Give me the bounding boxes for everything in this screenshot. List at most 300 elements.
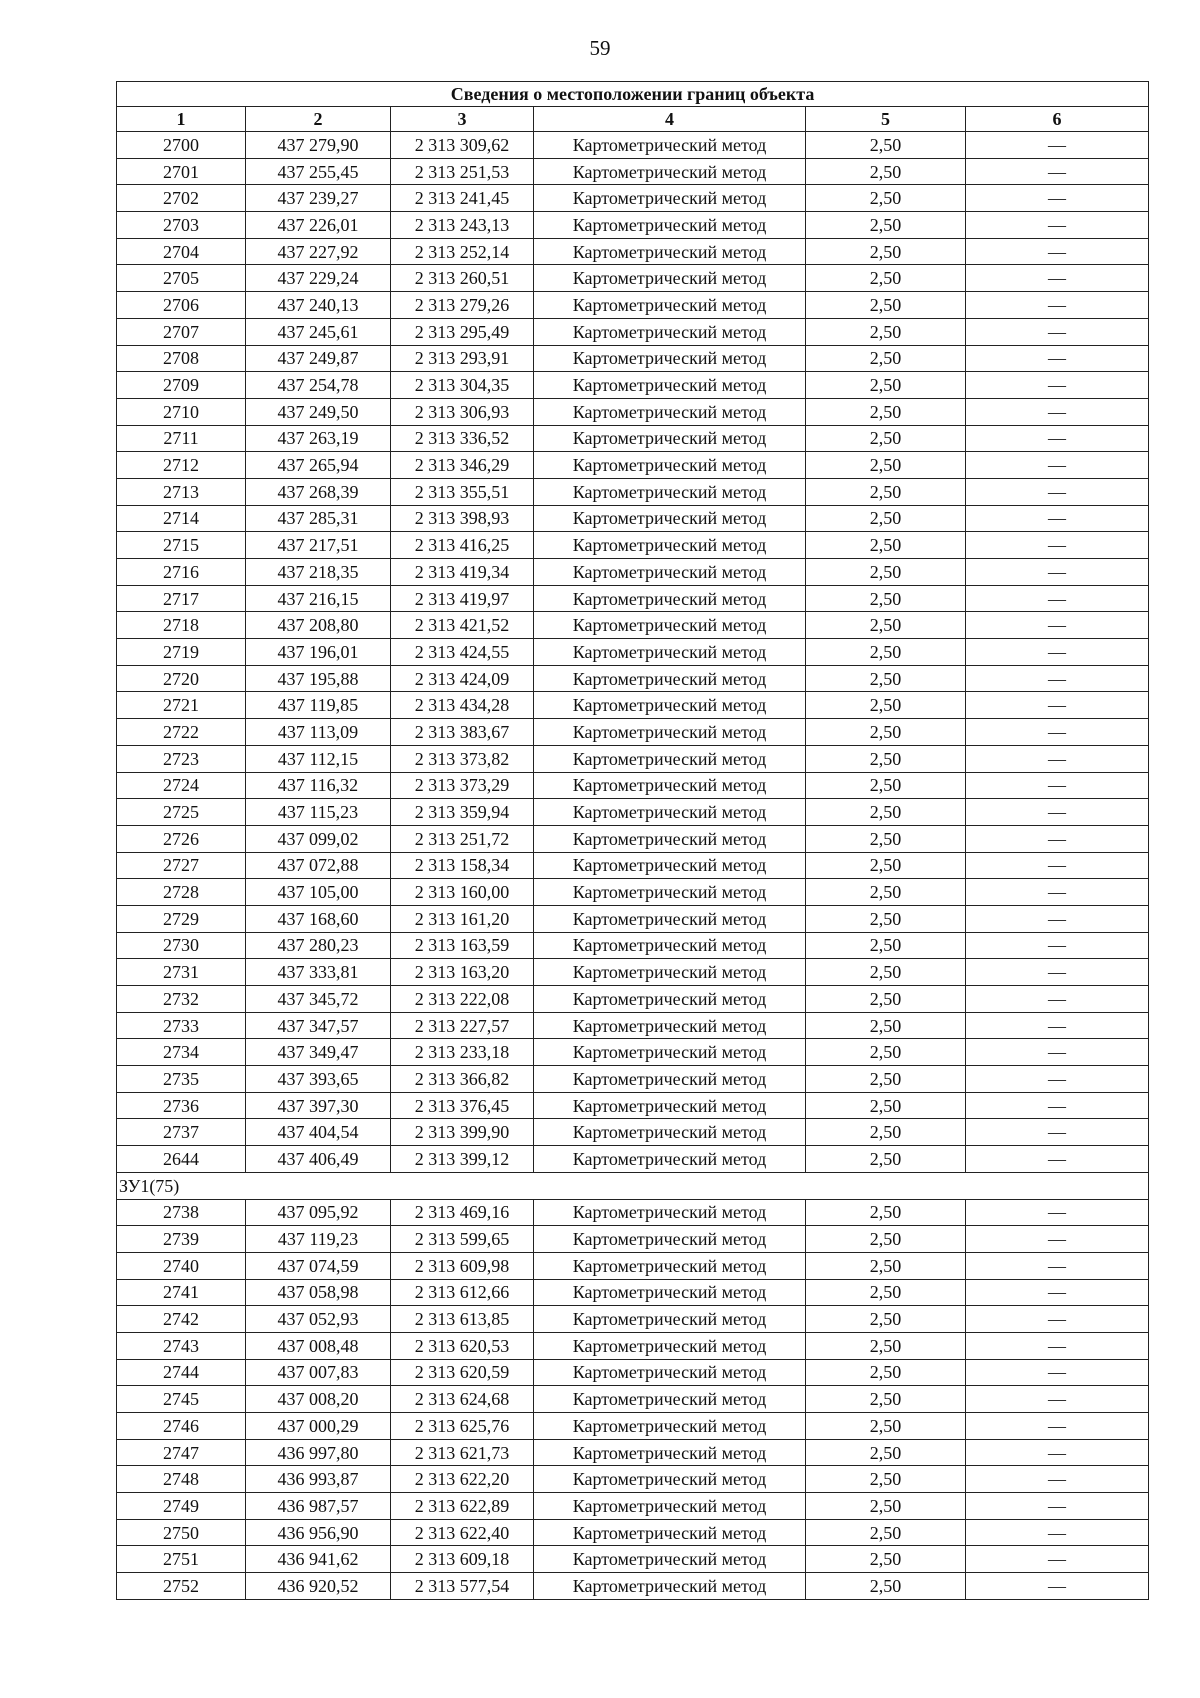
table-cell: — [966, 1519, 1149, 1546]
table-cell: 437 249,87 [246, 345, 391, 372]
table-cell: 2,50 [806, 612, 966, 639]
table-cell: 2,50 [806, 1012, 966, 1039]
table-cell: 437 008,48 [246, 1332, 391, 1359]
table-cell: 2,50 [806, 1092, 966, 1119]
table-cell: Картометрический метод [534, 1546, 806, 1573]
table-cell: 2,50 [806, 478, 966, 505]
table-cell: 2738 [117, 1199, 246, 1226]
table-cell: — [966, 1386, 1149, 1413]
table-cell: 2704 [117, 238, 246, 265]
table-cell: 2707 [117, 318, 246, 345]
table-row [117, 825, 1149, 852]
table-cell: 2733 [117, 1012, 246, 1039]
table-cell: 2 313 304,35 [391, 372, 534, 399]
table-cell: 2,50 [806, 986, 966, 1013]
table-cell: — [966, 745, 1149, 772]
table-cell: 437 072,88 [246, 852, 391, 879]
table-cell: 2 313 399,12 [391, 1146, 534, 1173]
table-cell: — [966, 559, 1149, 586]
table-cell: Картометрический метод [534, 559, 806, 586]
table-cell: Картометрический метод [534, 639, 806, 666]
table-cell: 2 313 599,65 [391, 1226, 534, 1253]
table-cell: 2 313 227,57 [391, 1012, 534, 1039]
table-cell: 2,50 [806, 1146, 966, 1173]
table-row [117, 265, 1149, 292]
table-cell: 2,50 [806, 1573, 966, 1600]
table-cell: 437 105,00 [246, 879, 391, 906]
table-cell: Картометрический метод [534, 238, 806, 265]
table-cell: — [966, 212, 1149, 239]
table-cell: 2,50 [806, 1226, 966, 1253]
table-cell: 2722 [117, 719, 246, 746]
table-cell: 2 313 424,09 [391, 665, 534, 692]
table-cell: 437 113,09 [246, 719, 391, 746]
table-cell: — [966, 639, 1149, 666]
table-row [117, 318, 1149, 345]
table-cell: 2 313 366,82 [391, 1066, 534, 1093]
table-cell: Картометрический метод [534, 986, 806, 1013]
table-cell: 2,50 [806, 692, 966, 719]
table-cell: — [966, 292, 1149, 319]
table-cell: — [966, 265, 1149, 292]
table-cell: 437 345,72 [246, 986, 391, 1013]
table-cell: 2 313 222,08 [391, 986, 534, 1013]
table-cell: 2730 [117, 932, 246, 959]
table-row [117, 559, 1149, 586]
table-row [117, 132, 1149, 159]
table-cell: 2,50 [806, 1066, 966, 1093]
table-cell: 437 218,35 [246, 559, 391, 586]
table-cell: — [966, 185, 1149, 212]
table-row [117, 1012, 1149, 1039]
table-cell: — [966, 1092, 1149, 1119]
table-cell: 2708 [117, 345, 246, 372]
table-row [117, 772, 1149, 799]
table-cell: Картометрический метод [534, 185, 806, 212]
table-cell: 2,50 [806, 1439, 966, 1466]
table-cell: Картометрический метод [534, 1573, 806, 1600]
table-cell: 2713 [117, 478, 246, 505]
column-header: 2 [246, 107, 391, 132]
table-cell: Картометрический метод [534, 772, 806, 799]
table-cell: 2742 [117, 1306, 246, 1333]
table-cell: Картометрический метод [534, 1359, 806, 1386]
table-cell: 2,50 [806, 372, 966, 399]
table-cell: 2,50 [806, 639, 966, 666]
table-cell: 2,50 [806, 1332, 966, 1359]
column-header: 3 [391, 107, 534, 132]
table-cell: 2709 [117, 372, 246, 399]
table-row [117, 639, 1149, 666]
table-cell: Картометрический метод [534, 425, 806, 452]
table-cell: 437 119,23 [246, 1226, 391, 1253]
table-cell: 437 249,50 [246, 398, 391, 425]
table-cell: Картометрический метод [534, 1519, 806, 1546]
table-cell: Картометрический метод [534, 1466, 806, 1493]
table-row [117, 1092, 1149, 1119]
table-cell: 437 263,19 [246, 425, 391, 452]
table-cell: Картометрический метод [534, 265, 806, 292]
table-cell: 437 240,13 [246, 292, 391, 319]
table-cell: 2,50 [806, 345, 966, 372]
table-cell: 2,50 [806, 585, 966, 612]
table-cell: 2,50 [806, 799, 966, 826]
table-row [117, 1146, 1149, 1173]
table-cell: — [966, 372, 1149, 399]
table-cell: Картометрический метод [534, 905, 806, 932]
table-cell: 2 313 399,90 [391, 1119, 534, 1146]
table-cell: 437 268,39 [246, 478, 391, 505]
table-cell: 2,50 [806, 212, 966, 239]
table-row [117, 905, 1149, 932]
table-row [117, 1039, 1149, 1066]
table-cell: Картометрический метод [534, 745, 806, 772]
table-cell: — [966, 1359, 1149, 1386]
table-cell: 2 313 434,28 [391, 692, 534, 719]
table-cell: 2 313 336,52 [391, 425, 534, 452]
table-cell: Картометрический метод [534, 799, 806, 826]
table-cell: 2,50 [806, 879, 966, 906]
table-cell: 2,50 [806, 132, 966, 159]
table-cell: 2725 [117, 799, 246, 826]
table-cell: 2 313 625,76 [391, 1413, 534, 1440]
table-cell: 436 941,62 [246, 1546, 391, 1573]
table-cell: 2,50 [806, 398, 966, 425]
table-cell: — [966, 665, 1149, 692]
table-cell: 437 217,51 [246, 532, 391, 559]
table-cell: Картометрический метод [534, 1306, 806, 1333]
table-cell: 2,50 [806, 238, 966, 265]
table-cell: 2644 [117, 1146, 246, 1173]
table-cell: 2 313 163,59 [391, 932, 534, 959]
table-cell: — [966, 1146, 1149, 1173]
table-cell: 2 313 376,45 [391, 1092, 534, 1119]
table-cell: 2 313 419,34 [391, 559, 534, 586]
table-cell: 2 313 622,40 [391, 1519, 534, 1546]
table-cell: 2732 [117, 986, 246, 1013]
table-cell: Картометрический метод [534, 158, 806, 185]
table-cell: 437 333,81 [246, 959, 391, 986]
table-cell: 436 993,87 [246, 1466, 391, 1493]
table-cell: 2 313 252,14 [391, 238, 534, 265]
table-cell: Картометрический метод [534, 959, 806, 986]
table-cell: 2 313 620,53 [391, 1332, 534, 1359]
table-cell: 2 313 416,25 [391, 532, 534, 559]
table-cell: 2 313 373,29 [391, 772, 534, 799]
table-cell: 2,50 [806, 1546, 966, 1573]
section-row [117, 1172, 1149, 1199]
table-cell: Картометрический метод [534, 398, 806, 425]
table-cell: — [966, 505, 1149, 532]
table-cell: Картометрический метод [534, 452, 806, 479]
table-cell: — [966, 425, 1149, 452]
table-cell: Картометрический метод [534, 852, 806, 879]
table-cell: 2 313 293,91 [391, 345, 534, 372]
table-cell: 2 313 251,72 [391, 825, 534, 852]
table-cell: 437 112,15 [246, 745, 391, 772]
column-header: 6 [966, 107, 1149, 132]
table-row [117, 212, 1149, 239]
table-cell: — [966, 452, 1149, 479]
table-cell: 2,50 [806, 292, 966, 319]
table-cell: Картометрический метод [534, 292, 806, 319]
table-cell: 2,50 [806, 932, 966, 959]
table-cell: 436 956,90 [246, 1519, 391, 1546]
table-cell: — [966, 585, 1149, 612]
table-cell: 437 116,32 [246, 772, 391, 799]
table-cell: — [966, 318, 1149, 345]
table-cell: 2,50 [806, 1199, 966, 1226]
table-cell: 2718 [117, 612, 246, 639]
table-cell: 2717 [117, 585, 246, 612]
table-row [117, 1466, 1149, 1493]
table-row [117, 612, 1149, 639]
table-row [117, 692, 1149, 719]
table-cell: 2 313 624,68 [391, 1386, 534, 1413]
table-cell: 2,50 [806, 745, 966, 772]
table-cell: 2 313 469,16 [391, 1199, 534, 1226]
table-cell: — [966, 1252, 1149, 1279]
table-cell: 2 313 158,34 [391, 852, 534, 879]
table-cell: 437 000,29 [246, 1413, 391, 1440]
table-cell: 2 313 241,45 [391, 185, 534, 212]
table-cell: 2735 [117, 1066, 246, 1093]
table-row [117, 719, 1149, 746]
table-cell: 437 007,83 [246, 1359, 391, 1386]
table-row [117, 398, 1149, 425]
table-cell: Картометрический метод [534, 1092, 806, 1119]
table-cell: 437 099,02 [246, 825, 391, 852]
table-cell: — [966, 959, 1149, 986]
table-cell: — [966, 1466, 1149, 1493]
column-header: 5 [806, 107, 966, 132]
table-cell: Картометрический метод [534, 825, 806, 852]
table-cell: 2 313 613,85 [391, 1306, 534, 1333]
table-cell: Картометрический метод [534, 1066, 806, 1093]
table-cell: 2,50 [806, 719, 966, 746]
table-cell: — [966, 1119, 1149, 1146]
table-cell: 2 313 621,73 [391, 1439, 534, 1466]
table-cell: — [966, 932, 1149, 959]
table-cell: 437 280,23 [246, 932, 391, 959]
table-row [117, 158, 1149, 185]
table-cell: 2,50 [806, 452, 966, 479]
table-cell: — [966, 799, 1149, 826]
table-cell: — [966, 1012, 1149, 1039]
table-cell: 2711 [117, 425, 246, 452]
table-cell: 437 239,27 [246, 185, 391, 212]
table-cell: 2739 [117, 1226, 246, 1253]
table-cell: 2 313 421,52 [391, 612, 534, 639]
table-cell: Картометрический метод [534, 932, 806, 959]
table-row [117, 238, 1149, 265]
table-cell: 2,50 [806, 905, 966, 932]
table-cell: 2 313 612,66 [391, 1279, 534, 1306]
table-cell: — [966, 532, 1149, 559]
table-row [117, 745, 1149, 772]
table-cell: 2701 [117, 158, 246, 185]
table-cell: — [966, 1279, 1149, 1306]
table-cell: 2 313 161,20 [391, 905, 534, 932]
table-cell: Картометрический метод [534, 212, 806, 239]
table-cell: 2 313 359,94 [391, 799, 534, 826]
table-cell: 2 313 346,29 [391, 452, 534, 479]
table-cell: Картометрический метод [534, 719, 806, 746]
table-cell: 2,50 [806, 158, 966, 185]
table-cell: 2736 [117, 1092, 246, 1119]
table-cell: 2727 [117, 852, 246, 879]
table-cell: 2,50 [806, 1413, 966, 1440]
table-cell: — [966, 1039, 1149, 1066]
table-cell: 2737 [117, 1119, 246, 1146]
table-row [117, 1493, 1149, 1520]
table-cell: 437 285,31 [246, 505, 391, 532]
table-row [117, 292, 1149, 319]
table-cell: 2,50 [806, 265, 966, 292]
table-cell: Картометрический метод [534, 1146, 806, 1173]
table-cell: 2,50 [806, 1359, 966, 1386]
table-cell: 437 226,01 [246, 212, 391, 239]
table-cell: 2729 [117, 905, 246, 932]
table-cell: 2,50 [806, 1279, 966, 1306]
table-cell: — [966, 238, 1149, 265]
table-body [117, 132, 1149, 1600]
table-cell: 2731 [117, 959, 246, 986]
table-cell: 2728 [117, 879, 246, 906]
table-cell: 2 313 163,20 [391, 959, 534, 986]
table-cell: 2,50 [806, 1119, 966, 1146]
table-cell: 2,50 [806, 1252, 966, 1279]
table-cell: — [966, 398, 1149, 425]
boundary-coordinates-table [116, 81, 1149, 1600]
section-label: ЗУ1(75) [117, 1172, 1149, 1199]
table-row [117, 345, 1149, 372]
table-cell: 2746 [117, 1413, 246, 1440]
table-row [117, 1413, 1149, 1440]
table-cell: 437 008,20 [246, 1386, 391, 1413]
table-cell: Картометрический метод [534, 1226, 806, 1253]
table-cell: — [966, 1306, 1149, 1333]
table-cell: 2 313 620,59 [391, 1359, 534, 1386]
table-cell: 437 229,24 [246, 265, 391, 292]
table-cell: — [966, 345, 1149, 372]
table-cell: 2700 [117, 132, 246, 159]
table-cell: Картометрический метод [534, 318, 806, 345]
table-row [117, 959, 1149, 986]
table-cell: 2705 [117, 265, 246, 292]
table-cell: — [966, 612, 1149, 639]
table-cell: — [966, 905, 1149, 932]
table-caption: Сведения о местоположении границ объекта [117, 82, 1149, 107]
table-cell: Картометрический метод [534, 1386, 806, 1413]
table-row [117, 852, 1149, 879]
table-cell: 2734 [117, 1039, 246, 1066]
table-cell: 2,50 [806, 1386, 966, 1413]
table-cell: 437 168,60 [246, 905, 391, 932]
table-cell: 2,50 [806, 1039, 966, 1066]
table-row [117, 1332, 1149, 1359]
table-cell: — [966, 825, 1149, 852]
table-cell: Картометрический метод [534, 1199, 806, 1226]
table-row [117, 452, 1149, 479]
table-cell: 2 313 355,51 [391, 478, 534, 505]
table-cell: 2 313 233,18 [391, 1039, 534, 1066]
table-cell: 2 313 251,53 [391, 158, 534, 185]
table-cell: 2724 [117, 772, 246, 799]
table-cell: 2,50 [806, 825, 966, 852]
table-cell: 437 227,92 [246, 238, 391, 265]
table-cell: 2703 [117, 212, 246, 239]
table-cell: Картометрический метод [534, 1413, 806, 1440]
table-cell: — [966, 986, 1149, 1013]
table-row [117, 799, 1149, 826]
table-row [117, 1066, 1149, 1093]
table-cell: 2,50 [806, 852, 966, 879]
table-cell: 2747 [117, 1439, 246, 1466]
table-cell: 2712 [117, 452, 246, 479]
table-cell: 437 195,88 [246, 665, 391, 692]
table-cell: 2 313 609,98 [391, 1252, 534, 1279]
table-cell: 2 313 419,97 [391, 585, 534, 612]
table-cell: 437 347,57 [246, 1012, 391, 1039]
table-cell: — [966, 1199, 1149, 1226]
table-row [117, 185, 1149, 212]
table-cell: 2 313 622,89 [391, 1493, 534, 1520]
table-cell: 437 404,54 [246, 1119, 391, 1146]
table-cell: 436 997,80 [246, 1439, 391, 1466]
table-cell: Картометрический метод [534, 692, 806, 719]
table-cell: 2748 [117, 1466, 246, 1493]
table-row [117, 1573, 1149, 1600]
table-cell: 2 313 243,13 [391, 212, 534, 239]
table-cell: — [966, 852, 1149, 879]
page-number: 59 [589, 36, 611, 60]
table-cell: Картометрический метод [534, 1012, 806, 1039]
table-cell: 2 313 309,62 [391, 132, 534, 159]
table-cell: 2714 [117, 505, 246, 532]
table-cell: 2,50 [806, 185, 966, 212]
table-row [117, 585, 1149, 612]
table-cell: 437 095,92 [246, 1199, 391, 1226]
table-cell: 2710 [117, 398, 246, 425]
table-cell: 2750 [117, 1519, 246, 1546]
table-cell: 2,50 [806, 425, 966, 452]
table-cell: — [966, 158, 1149, 185]
table-cell: Картометрический метод [534, 1493, 806, 1520]
table-cell: — [966, 478, 1149, 505]
table-cell: Картометрический метод [534, 478, 806, 505]
table-cell: Картометрический метод [534, 372, 806, 399]
table-cell: 2 313 373,82 [391, 745, 534, 772]
table-cell: Картометрический метод [534, 879, 806, 906]
table-cell: 2 313 424,55 [391, 639, 534, 666]
table-cell: 437 279,90 [246, 132, 391, 159]
table-cell: 2 313 279,26 [391, 292, 534, 319]
table-cell: — [966, 719, 1149, 746]
table-row [117, 1226, 1149, 1253]
table-cell: Картометрический метод [534, 1039, 806, 1066]
table-cell: Картометрический метод [534, 1332, 806, 1359]
table-cell: 2721 [117, 692, 246, 719]
table-row [117, 1519, 1149, 1546]
table-cell: 437 052,93 [246, 1306, 391, 1333]
column-header: 1 [117, 107, 246, 132]
table-row [117, 986, 1149, 1013]
table-cell: 2,50 [806, 505, 966, 532]
table-cell: 437 208,80 [246, 612, 391, 639]
table-cell: — [966, 1493, 1149, 1520]
table-cell: 437 265,94 [246, 452, 391, 479]
